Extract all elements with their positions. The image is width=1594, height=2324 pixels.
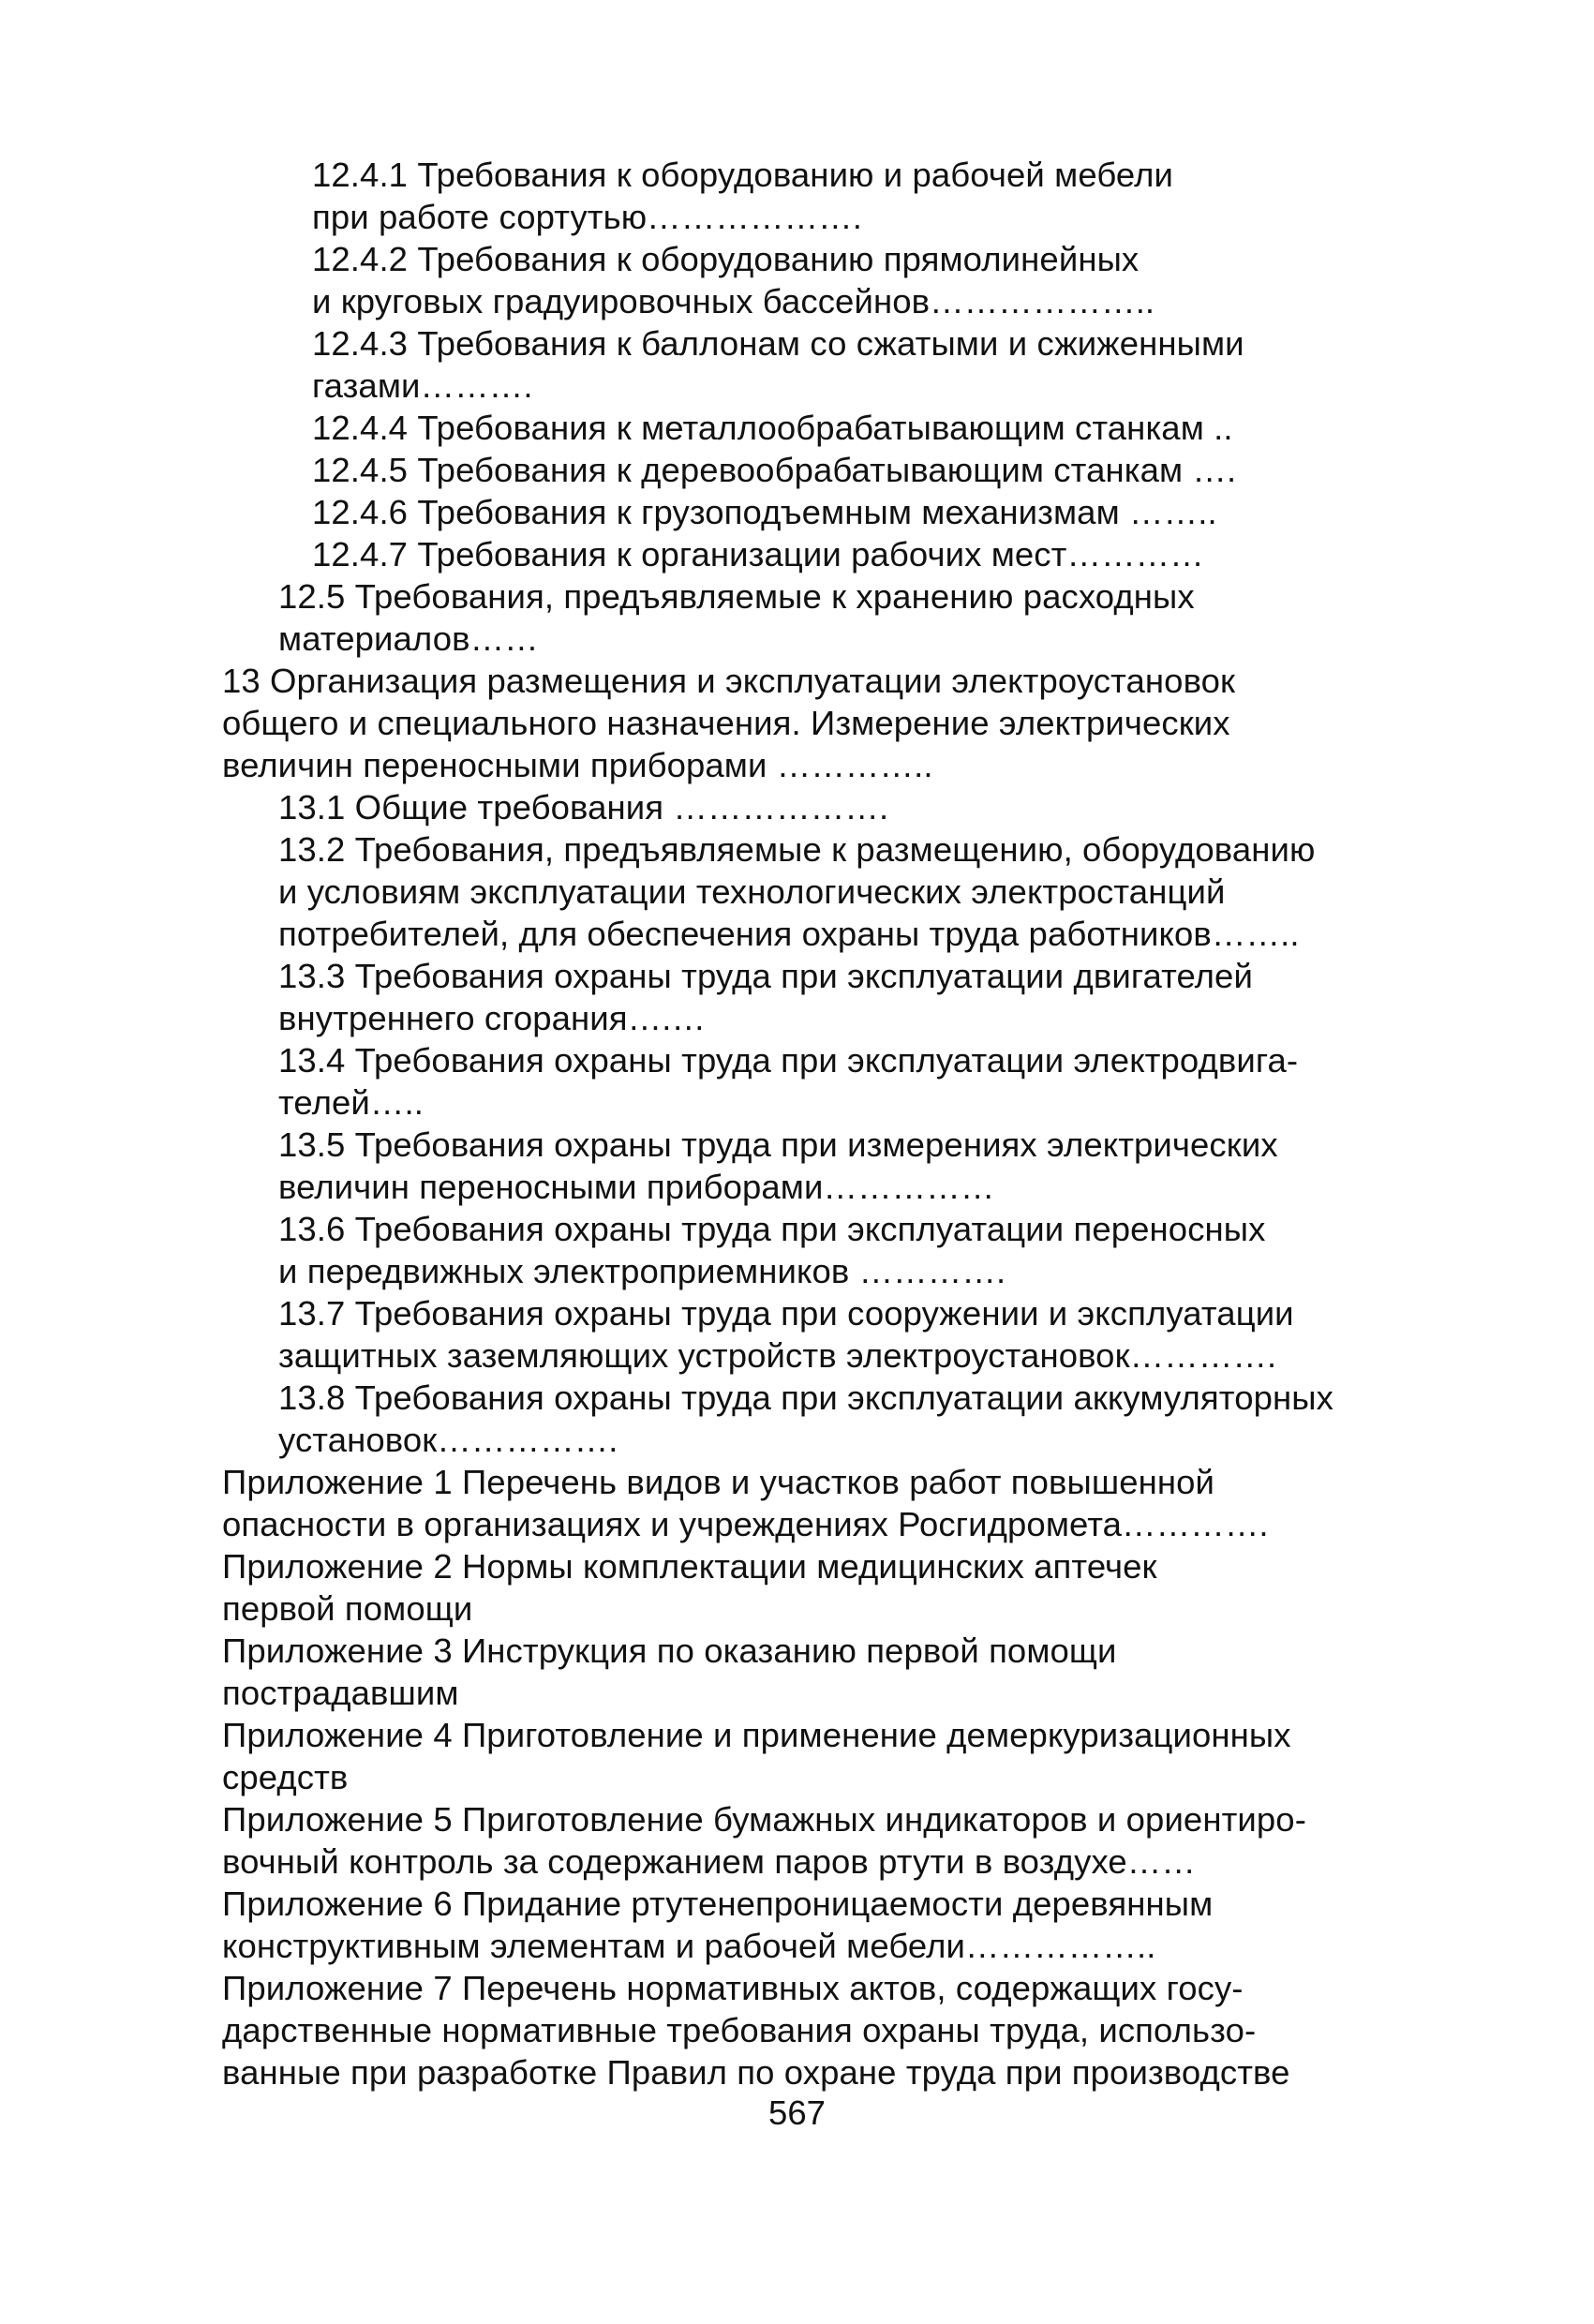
toc-line: вочный контроль за содержанием паров ртути в воздухе……	[222, 1842, 1196, 1881]
toc-line: 13.7 Требования охраны труда при сооружении и эксплуатации	[278, 1294, 1294, 1333]
toc-line: Приложение 3 Инструкция по оказанию первой помощи	[222, 1631, 1117, 1670]
toc-line: 12.4.4 Требования к металлообрабатывающим станкам ..	[312, 409, 1233, 447]
toc-line: ванные при разработке Правил по охране труда при производстве	[222, 2053, 1290, 2092]
page-number: 567	[768, 2093, 826, 2132]
toc-line: Приложение 7 Перечень нормативных актов, содержащих госу-	[222, 1969, 1244, 2007]
toc-line: установок…………….	[278, 1421, 618, 1459]
toc-line: при работе сортутью……………….	[312, 198, 863, 236]
toc-line: 13.8 Требования охраны труда при эксплуатации аккумуляторных	[278, 1378, 1333, 1417]
toc-line: защитных заземляющих устройств электроустановок………….	[278, 1336, 1277, 1375]
toc-line: средств	[222, 1758, 349, 1796]
toc-line: Приложение 2 Нормы комплектации медицинских аптечек	[222, 1547, 1157, 1586]
toc-line: 13.5 Требования охраны труда при измерениях электрических	[278, 1125, 1278, 1164]
toc-line: 12.4.7 Требования к организации рабочих мест…………	[312, 535, 1204, 574]
toc-line: материалов……	[278, 619, 539, 658]
toc-line: 12.4.1 Требования к оборудованию и рабочей мебели	[312, 156, 1174, 194]
toc-line: 12.4.3 Требования к баллонам со сжатыми и сжиженными	[312, 324, 1244, 363]
toc-line: 12.4.2 Требования к оборудованию прямолинейных	[312, 240, 1140, 278]
toc-line: 13.1 Общие требования ……………….	[278, 788, 889, 827]
toc-line: 12.5 Требования, предъявляемые к хранению расходных	[278, 577, 1195, 616]
toc-line: пострадавшим	[222, 1674, 459, 1712]
toc-line: дарственные нормативные требования охраны труда, использо-	[222, 2011, 1257, 2049]
toc-line: 12.4.6 Требования к грузоподъемным механизмам ……..	[312, 493, 1217, 531]
toc-line: телей…..	[278, 1083, 424, 1122]
toc-line: 13 Организация размещения и эксплуатации электроустановок	[222, 662, 1236, 700]
toc-line: 13.2 Требования, предъявляемые к размещению, оборудованию	[278, 830, 1316, 869]
toc-line: опасности в организациях и учреждениях Росгидромета………….	[222, 1505, 1269, 1543]
toc-line: Приложение 6 Придание ртутенепроницаемости деревянным	[222, 1885, 1214, 1923]
toc-line: конструктивным элементам и рабочей мебели……………..	[222, 1927, 1156, 1965]
toc-line: 13.4 Требования охраны труда при эксплуатации электродвига-	[278, 1041, 1299, 1080]
toc-line: Приложение 4 Приготовление и применение демеркуризационных	[222, 1716, 1291, 1754]
toc-line: общего и специального назначения. Измерение электрических	[222, 704, 1230, 742]
toc-line: Приложение 5 Приготовление бумажных индикаторов и ориентиро-	[222, 1800, 1306, 1839]
toc-line: величин переносными приборами……………	[278, 1168, 995, 1206]
toc-line: потребителей, для обеспечения охраны труда работников……..	[278, 915, 1300, 953]
toc-line: первой помощи	[222, 1589, 473, 1628]
toc-line: 13.6 Требования охраны труда при эксплуатации переносных	[278, 1210, 1266, 1248]
toc-line: и круговых градуировочных бассейнов………………..	[312, 282, 1155, 320]
toc-line: 13.3 Требования охраны труда при эксплуатации двигателей	[278, 957, 1253, 995]
toc-line: газами……….	[312, 366, 533, 405]
toc-line: Приложение 1 Перечень видов и участков работ повышенной	[222, 1463, 1215, 1501]
toc-line: внутреннего сгорания….…	[278, 999, 707, 1037]
toc-line: и передвижных электроприемников ………….	[278, 1252, 1006, 1290]
toc-line: и условиям эксплуатации технологических электростанций	[278, 872, 1226, 911]
toc-line: 12.4.5 Требования к деревообрабатывающим станкам ….	[312, 451, 1237, 489]
toc-line: величин переносными приборами …………..	[222, 746, 933, 784]
